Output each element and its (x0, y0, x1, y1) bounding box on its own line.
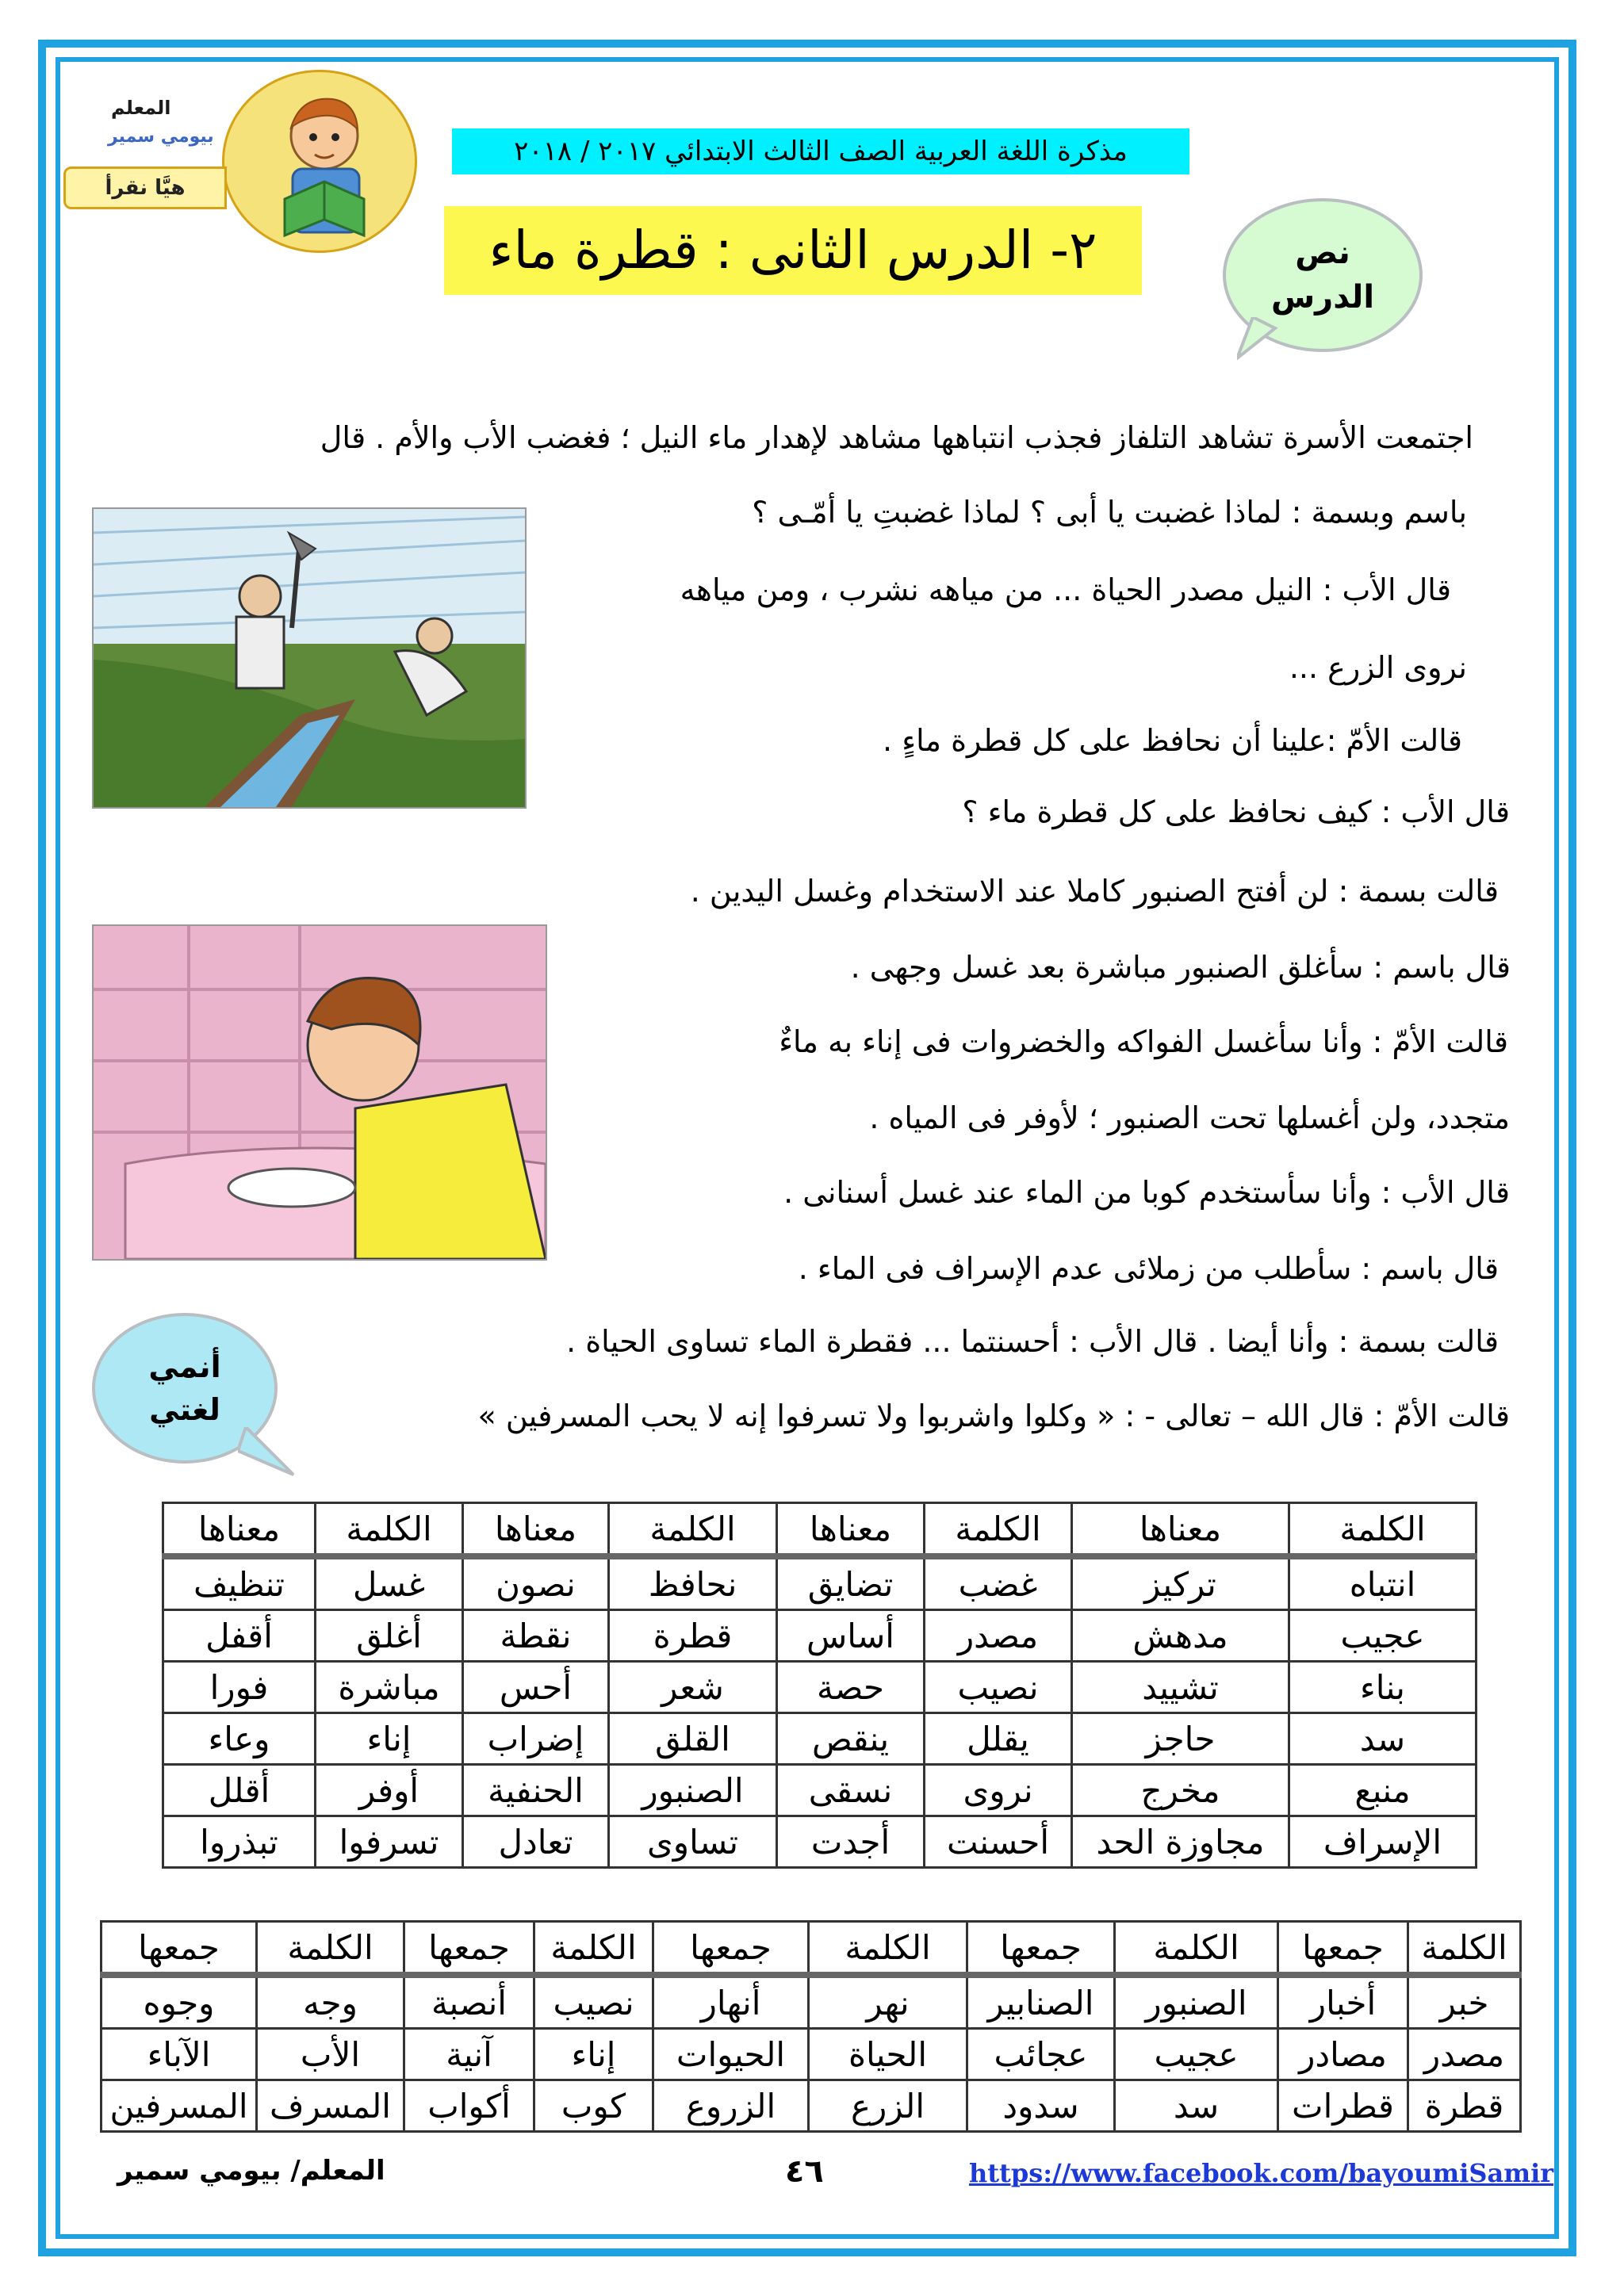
table-cell: نسقى (777, 1765, 925, 1816)
story-line: قالت الأمّ :علينا أن نحافظ على كل قطرة ماءٍ . (883, 723, 1462, 758)
table-cell: أكواب (404, 2080, 534, 2132)
bubble-tail-icon (238, 1427, 301, 1483)
story-line: باسم وبسمة : لماذا غضبت يا أبى ؟ لماذا غضبتِ يا أمّـى ؟ (752, 495, 1467, 530)
story-line: قالت بسمة : لن أفتح الصنبور كاملا عند الاستخدام وغسل اليدين . (690, 874, 1499, 909)
table-header: معناها (777, 1503, 925, 1557)
table-header-row (163, 1503, 1477, 1557)
meanings-table (162, 1502, 1477, 1869)
table-header: الكلمة (1408, 1922, 1521, 1976)
table-row (102, 2080, 1521, 2132)
table-header: جمعها (967, 1922, 1115, 1976)
table-cell: سدود (967, 2080, 1115, 2132)
table-cell: آنية (404, 2029, 534, 2080)
table-header: جمعها (404, 1922, 534, 1976)
table-cell: أنصبة (404, 1975, 534, 2029)
table-cell: حصة (777, 1662, 925, 1713)
table-cell: إناء (316, 1713, 463, 1765)
boy-washing-illustration (92, 924, 547, 1261)
story-line: قال الأب : النيل مصدر الحياة ... من مياهه نشرب ، ومن مياهه (680, 572, 1451, 607)
table-cell: سد (1115, 2080, 1278, 2132)
logo-circle (222, 70, 417, 253)
table-cell: أجدت (777, 1816, 925, 1868)
table-header: معناها (1072, 1503, 1289, 1557)
table-cell: الحنفية (463, 1765, 609, 1816)
table-cell: الصنبور (1115, 1975, 1278, 2029)
table-cell: إضراب (463, 1713, 609, 1765)
table-row (102, 1975, 1521, 2029)
table-cell: نقطة (463, 1610, 609, 1662)
table-cell: نروى (925, 1765, 1072, 1816)
table-cell: تركيز (1072, 1556, 1289, 1610)
table-header: معناها (463, 1503, 609, 1557)
boy-washing-image (94, 926, 546, 1259)
table-cell: نصيب (925, 1662, 1072, 1713)
table-cell: أحس (463, 1662, 609, 1713)
table-cell: بناء (1289, 1662, 1477, 1713)
reading-boy-icon (237, 80, 404, 247)
plurals-table (100, 1920, 1522, 2133)
table-cell: انتباه (1289, 1556, 1477, 1610)
facebook-link[interactable]: https://www.facebook.com/bayoumiSamir (969, 2158, 1554, 2188)
story-line: قال باسم : سأغلق الصنبور مباشرة بعد غسل وجهى . (850, 950, 1511, 985)
table-cell: نهر (809, 1975, 967, 2029)
table-cell: أنهار (653, 1975, 809, 2029)
table-cell: مدهش (1072, 1610, 1289, 1662)
table-cell: مباشرة (316, 1662, 463, 1713)
table-cell: أقلل (163, 1765, 316, 1816)
table-cell: وجه (257, 1975, 404, 2029)
table-header: الكلمة (609, 1503, 777, 1557)
story-line: اجتمعت الأسرة تشاهد التلفاز فجذب انتباهها مشاهد لإهدار ماء النيل ؛ فغضب الأب والأم . قال (320, 420, 1473, 455)
table-cell: أغلق (316, 1610, 463, 1662)
footer-teacher: المعلم/ بيومي سمير (117, 2155, 385, 2187)
table-cell: عجائب (967, 2029, 1115, 2080)
table-cell: مجاوزة الحد (1072, 1816, 1289, 1868)
table-header: الكلمة (925, 1503, 1072, 1557)
table-header: الكلمة (534, 1922, 653, 1976)
bubble-line-2: الدرس (1270, 279, 1375, 316)
table-cell: الآباء (102, 2029, 257, 2080)
table-cell: عجيب (1289, 1610, 1477, 1662)
table-cell: تبذروا (163, 1816, 316, 1868)
table-cell: أوفر (316, 1765, 463, 1816)
table-cell: تنظيف (163, 1556, 316, 1610)
story-line: قال باسم : سأطلب من زملائى عدم الإسراف فى الماء . (798, 1251, 1499, 1286)
lesson-title: ٢- الدرس الثانى : قطرة ماء (444, 206, 1142, 295)
table-cell: مخرج (1072, 1765, 1289, 1816)
table-cell: فورا (163, 1662, 316, 1713)
table-cell: الإسراف (1289, 1816, 1477, 1868)
table-header: الكلمة (316, 1503, 463, 1557)
bubble-line-2: لغتي (149, 1392, 220, 1427)
story-line: نروى الزرع ... (1289, 650, 1467, 685)
table-cell: منبع (1289, 1765, 1477, 1816)
table-cell: القلق (609, 1713, 777, 1765)
table-row (163, 1610, 1477, 1662)
table-cell: خبر (1408, 1975, 1521, 2029)
table-cell: الحيوات (653, 2029, 809, 2080)
table-cell: نصيب (534, 1975, 653, 2029)
table-cell: نصون (463, 1556, 609, 1610)
table-cell: الصنابير (967, 1975, 1115, 2029)
table-header: جمعها (1278, 1922, 1408, 1976)
table-row (163, 1816, 1477, 1868)
table-cell: سد (1289, 1713, 1477, 1765)
table-row (163, 1765, 1477, 1816)
table-cell: ينقص (777, 1713, 925, 1765)
page-number: ٤٦ (785, 2153, 824, 2190)
story-line: متجدد، ولن أغسلها تحت الصنبور ؛ لأوفر فى المياه . (869, 1100, 1510, 1135)
table-row (163, 1662, 1477, 1713)
story-line: قالت الأمّ : قال الله – تعالى - : « وكلوا واشربوا ولا تسرفوا إنه لا يحب المسرفين » (477, 1399, 1510, 1433)
story-line: قال الأب : كيف نحافظ على كل قطرة ماء ؟ (962, 794, 1510, 829)
story-line: قالت بسمة : وأنا أيضا . قال الأب : أحسنتما ... فقطرة الماء تساوى الحياة . (566, 1324, 1499, 1359)
table-header: معناها (163, 1503, 316, 1557)
table-cell: قطرة (1408, 2080, 1521, 2132)
table-cell: يقلل (925, 1713, 1072, 1765)
farmers-image (94, 509, 525, 807)
table-cell: تضايق (777, 1556, 925, 1610)
table-cell: إناء (534, 2029, 653, 2080)
logo-teacher-name: بيومي سمير (108, 127, 214, 147)
table-cell: مصدر (925, 1610, 1072, 1662)
table-cell: شعر (609, 1662, 777, 1713)
table-row (163, 1713, 1477, 1765)
table-cell: تساوى (609, 1816, 777, 1868)
table-cell: الحياة (809, 2029, 967, 2080)
table-cell: غسل (316, 1556, 463, 1610)
table-cell: أخبار (1278, 1975, 1408, 2029)
logo-teacher-label: المعلم (111, 97, 171, 119)
table-cell: الأب (257, 2029, 404, 2080)
header-banner: مذكرة اللغة العربية الصف الثالث الابتدائي ٢٠١٧ / ٢٠١٨ (452, 128, 1189, 174)
table-cell: وعاء (163, 1713, 316, 1765)
table-header: الكلمة (257, 1922, 404, 1976)
table-cell: نحافظ (609, 1556, 777, 1610)
table-cell: الصنبور (609, 1765, 777, 1816)
table-cell: غضب (925, 1556, 1072, 1610)
logo-badge: هيَّا نقرأ (63, 166, 227, 209)
table-cell: المسرفين (102, 2080, 257, 2132)
table-header: جمعها (653, 1922, 809, 1976)
table-cell: تعادل (463, 1816, 609, 1868)
table-cell: تشييد (1072, 1662, 1289, 1713)
bubble-line-1: نص (1295, 235, 1350, 271)
table-cell: كوب (534, 2080, 653, 2132)
story-line: قال الأب : وأنا سأستخدم كوبا من الماء عند غسل أسنانى . (783, 1175, 1510, 1210)
table-cell: أساس (777, 1610, 925, 1662)
table-header: الكلمة (1115, 1922, 1278, 1976)
table-cell: الزروع (653, 2080, 809, 2132)
table-cell: قطرات (1278, 2080, 1408, 2132)
bubble-tail-icon (1237, 317, 1285, 365)
teacher-logo (63, 63, 357, 246)
farmers-illustration (92, 507, 527, 809)
table-cell: مصادر (1278, 2029, 1408, 2080)
bubble-line-1: أنمي (148, 1349, 221, 1384)
table-header: الكلمة (809, 1922, 967, 1976)
table-cell: أحسنت (925, 1816, 1072, 1868)
table-row (163, 1556, 1477, 1610)
table-cell: أقفل (163, 1610, 316, 1662)
story-line: قالت الأمّ : وأنا سأغسل الفواكه والخضروات فى إناء به ماءٌ (779, 1024, 1508, 1059)
table-cell: وجوه (102, 1975, 257, 2029)
table-cell: مصدر (1408, 2029, 1521, 2080)
table-cell: عجيب (1115, 2029, 1278, 2080)
table-cell: المسرف (257, 2080, 404, 2132)
table-row (102, 2029, 1521, 2080)
table-cell: الزرع (809, 2080, 967, 2132)
table-header-row (102, 1922, 1521, 1976)
table-cell: تسرفوا (316, 1816, 463, 1868)
table-cell: قطرة (609, 1610, 777, 1662)
table-header: جمعها (102, 1922, 257, 1976)
table-cell: حاجز (1072, 1713, 1289, 1765)
table-header: الكلمة (1289, 1503, 1477, 1557)
